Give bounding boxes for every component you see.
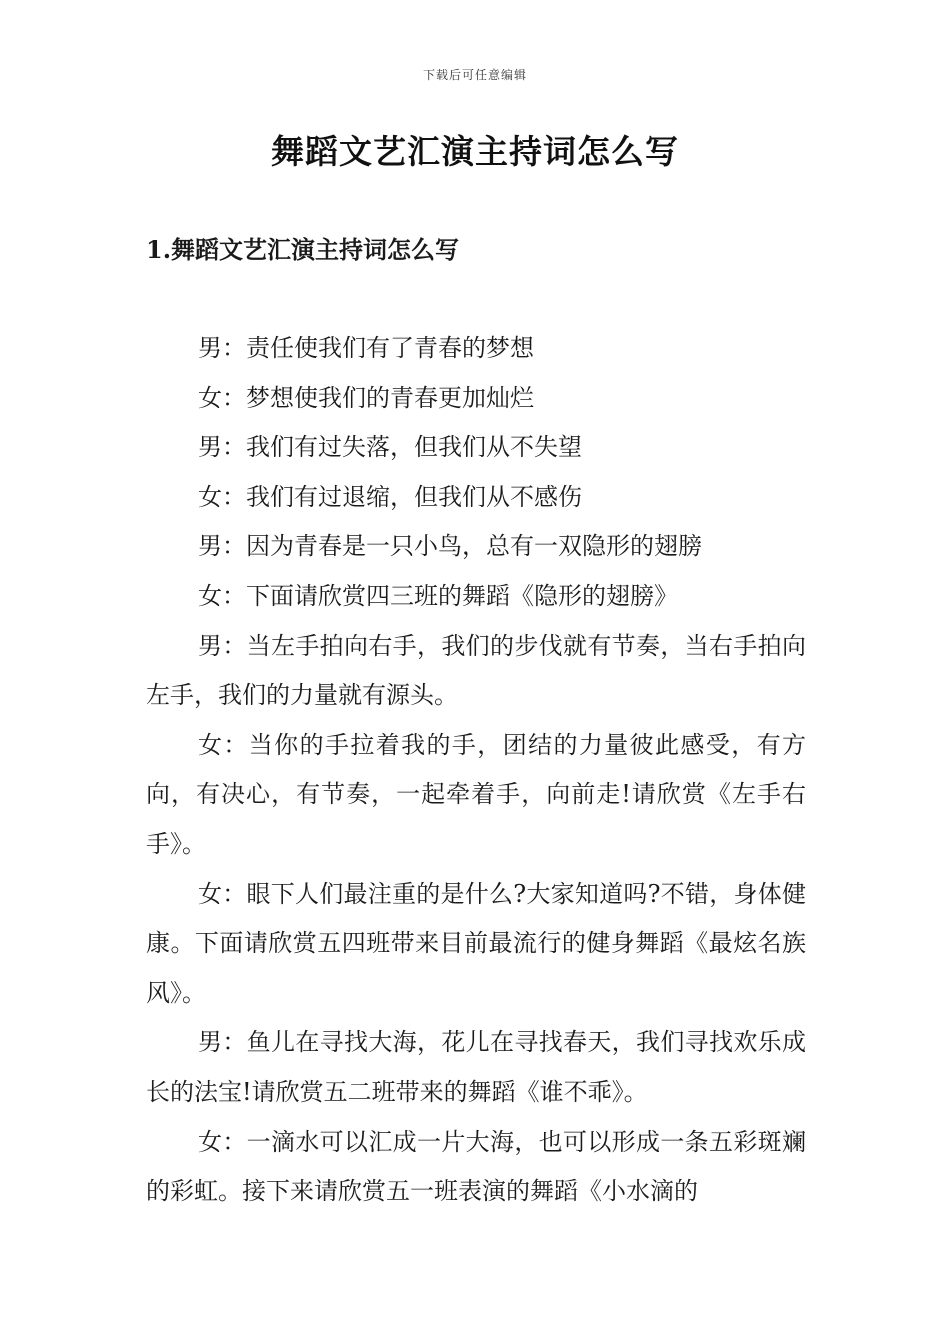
dialogue-line: 女：下面请欣赏四三班的舞蹈《隐形的翅膀》 — [198, 581, 678, 610]
dialogue-line: 女：当你的手拉着我的手，团结的力量彼此感受，有方向，有决心，有节奏，一起牵着手，向前走!请欣赏《左手右手》。 — [146, 730, 806, 858]
dialogue-line: 女：梦想使我们的青春更加灿烂 — [198, 383, 534, 412]
dialogue-line: 男：鱼儿在寻找大海，花儿在寻找春天，我们寻找欢乐成长的法宝!请欣赏五二班带来的舞蹈《谁不乖》。 — [146, 1028, 806, 1106]
body-text — [146, 324, 806, 1217]
document-title: 舞蹈文艺汇演主持词怎么写 — [271, 132, 679, 171]
dialogue-line: 男：责任使我们有了青春的梦想 — [198, 334, 534, 362]
dialogue-line: 女：眼下人们最注重的是什么?大家知道吗?不错，身体健康。下面请欣赏五四班带来目前最流行的健身舞蹈《最炫名族风》。 — [146, 879, 806, 1007]
dialogue-line: 男：因为青春是一只小鸟，总有一双隐形的翅膀 — [198, 532, 702, 561]
dialogue-line: 男：当左手拍向右手，我们的步伐就有节奏，当右手拍向左手，我们的力量就有源头。 — [146, 631, 806, 710]
header-note: 下载后可任意编辑 — [422, 68, 527, 82]
dialogue-line: 女：我们有过退缩，但我们从不感伤 — [198, 482, 582, 511]
section-heading: 1.舞蹈文艺汇演主持词怎么写 — [146, 235, 460, 264]
dialogue-line: 女：一滴水可以汇成一片大海，也可以形成一条五彩斑斓的彩虹。接下来请欣赏五一班表演的舞蹈《小水滴的 — [146, 1127, 806, 1206]
dialogue-line: 男：我们有过失落，但我们从不失望 — [198, 433, 582, 462]
